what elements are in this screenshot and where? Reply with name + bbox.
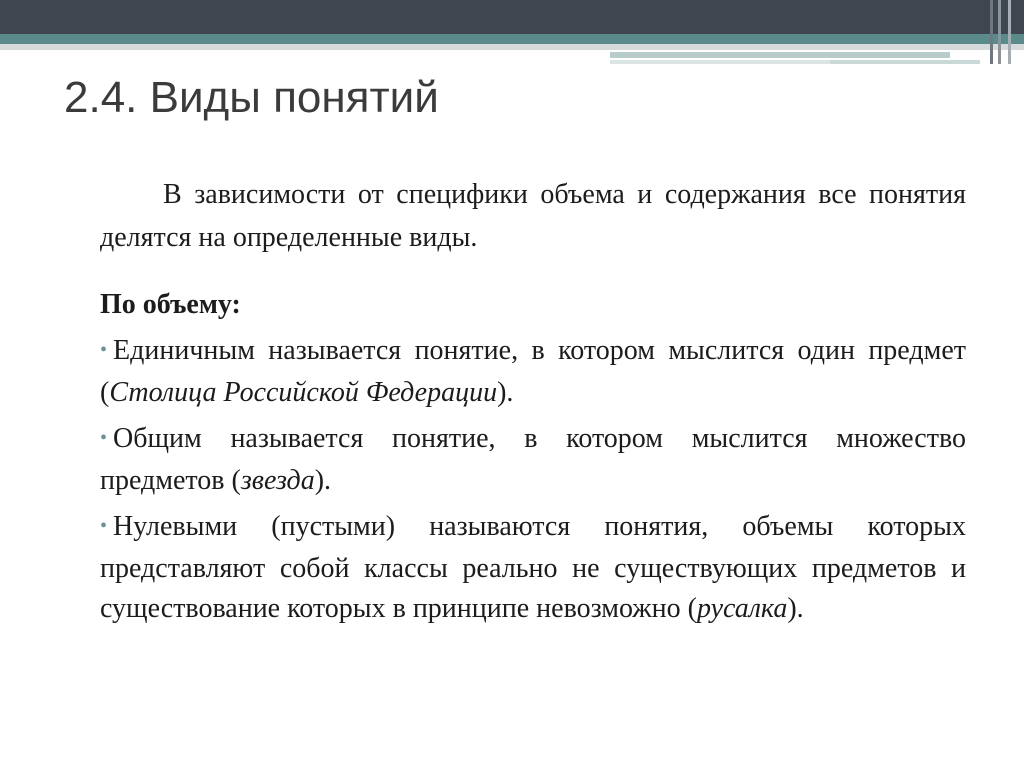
bullet-icon: • — [100, 515, 108, 537]
bullet-list — [100, 331, 966, 629]
bullet-text-end: ). — [497, 377, 514, 408]
header-accent-line — [830, 60, 980, 64]
header-bar-dark — [0, 0, 1024, 34]
bullet-example: звезда — [240, 465, 315, 496]
bullet-example: Столица Российской Федерации — [109, 377, 498, 408]
bullet-icon: • — [100, 427, 108, 449]
bullet-text-end: ). — [787, 593, 804, 624]
section-heading: По объему: — [100, 289, 241, 320]
bullet-item-single — [100, 331, 966, 413]
slide-body — [100, 173, 966, 629]
bullet-text: Нулевыми (пустыми) называются понятия, объемы которых представляют собой классы реально не существующих предметов и существование которых в принципе невозможно ( — [100, 511, 966, 624]
bullet-item-general — [100, 419, 966, 501]
bullet-item-null — [100, 507, 966, 629]
corner-decoration — [1008, 0, 1011, 64]
header-bar-gray — [0, 44, 1024, 50]
bullet-text-end: ). — [314, 465, 332, 496]
bullet-text: Единичным называется понятие, в котором мыслится один предмет ( — [100, 335, 966, 408]
corner-decoration — [990, 0, 993, 64]
bullet-text: Общим называется понятие, в котором мыслится множество предметов ( — [100, 423, 966, 496]
header-accent-line — [610, 52, 950, 58]
intro-paragraph: В зависимости от специфики объема и содержания все понятия делятся на определенные виды. — [100, 179, 966, 253]
header-bar-teal — [0, 34, 1024, 44]
bullet-icon: • — [100, 339, 108, 361]
slide-title: 2.4. Виды понятий — [64, 73, 439, 122]
corner-decoration — [998, 0, 1001, 64]
bullet-example: русалка — [696, 593, 788, 624]
